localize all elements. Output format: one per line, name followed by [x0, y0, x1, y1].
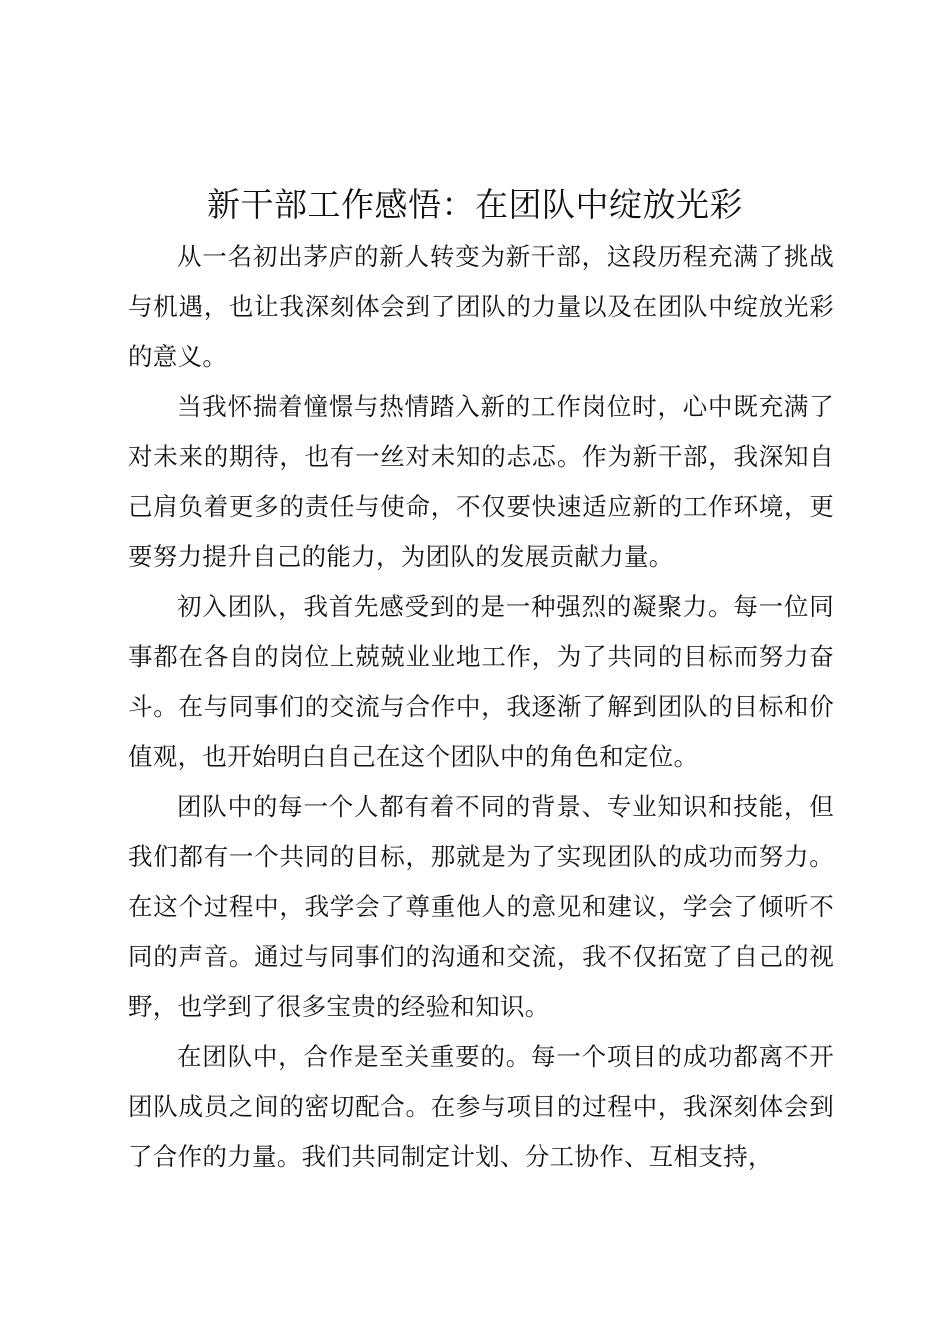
paragraph-5: 在团队中，合作是至关重要的。每一个项目的成功都离不开团队成员之间的密切配合。在参与项目的过程中，我深刻体会到了合作的力量。我们共同制定计划、分工协作、互相支持，: [128, 1042, 834, 1171]
document-body: [128, 232, 834, 1182]
paragraph-4: 团队中的每一个人都有着不同的背景、专业知识和技能，但我们都有一个共同的目标，那就是为了实现团队的成功而努力。在这个过程中，我学会了尊重他人的意见和建议，学会了倾听不同的声音。通过与同事们的沟通和交流，我不仅拓宽了自己的视野，也学到了很多宝贵的经验和知识。: [128, 792, 834, 1021]
paragraph-1: 从一名初出茅庐的新人转变为新干部，这段历程充满了挑战与机遇，也让我深刻体会到了团队的力量以及在团队中绽放光彩的意义。: [128, 242, 834, 371]
paragraph-2: 当我怀揣着憧憬与热情踏入新的工作岗位时，心中既充满了对未来的期待，也有一丝对未知的忐忑。作为新干部，我深知自己肩负着更多的责任与使命，不仅要快速适应新的工作环境，更要努力提升自己的能力，为团队的发展贡献力量。: [128, 392, 834, 571]
paragraph-3: 初入团队，我首先感受到的是一种强烈的凝聚力。每一位同事都在各自的岗位上兢兢业业地工作，为了共同的目标而努力奋斗。在与同事们的交流与合作中，我逐渐了解到团队的目标和价值观，也开始明白自己在这个团队中的角色和定位。: [128, 592, 834, 771]
document-title: 新干部工作感悟：在团队中绽放光彩: [207, 185, 743, 224]
